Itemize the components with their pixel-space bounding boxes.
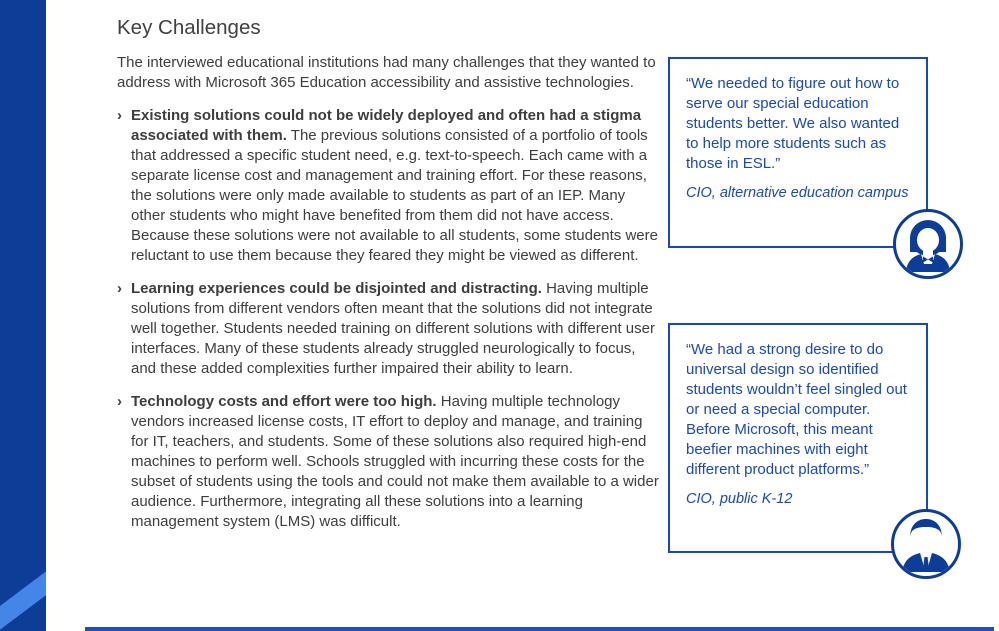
bullet-body: Having multiple solutions from different vendors often meant that the solutions did not integrate well together. Students needed training on different solutions with different user interfaces. Many of these students already struggled neurologically to focus, and these added complexities further impaired their ability to learn.	[131, 280, 655, 377]
bullet-text	[131, 392, 660, 532]
quote-text: “We had a strong desire to do universal design so identified students wouldn’t feel singled out or need a special computer. Before Microsoft, this meant beefier machines with eight different product platforms.”	[686, 341, 907, 478]
bullet-text	[131, 279, 660, 379]
quote-attribution: CIO, alternative education campus	[686, 185, 909, 201]
bullet-body: The previous solutions consisted of a portfolio of tools that addressed a specific student need, e.g. text-to-speech. Each came with a separate license cost and management and training effort. For these reasons, the solutions were only made available to students as part of an IEP. Many other students who might have benefited from them did not have access. Because these solutions were not available to all students, some students were reluctant to use them because they feared they might be viewed as different.	[131, 127, 658, 264]
bullet-lead: Learning experiences could be disjointed and distracting.	[131, 280, 542, 297]
bullet-text	[131, 106, 660, 266]
bullet-body: Having multiple technology vendors increased license costs, IT effort to deploy and manage, and training for IT, teachers, and students. Some of these solutions also required high-end machines to perform well. Schools struggled with incurring these costs for the subset of students using the tools and could not make them available to a wider audience. Furthermore, integrating all these solutions into a learning management system (LMS) was difficult.	[131, 393, 659, 530]
diagonal-stripe	[0, 539, 46, 631]
intro-paragraph: The interviewed educational institutions had many challenges that they wanted to address with Microsoft 365 Education accessibility and assistive technologies.	[117, 54, 656, 91]
bullet-marker-icon: ›	[117, 280, 122, 297]
bullet-lead: Existing solutions could not be widely deployed and often had a stigma associated with them.	[131, 107, 642, 144]
bullet-item-learning-experiences	[117, 279, 660, 379]
quote-text: “We needed to figure out how to serve our special education students better. We also wanted to help more students such as those in ESL.”	[686, 75, 900, 172]
main-content	[117, 16, 660, 545]
bullet-item-existing-solutions	[117, 106, 660, 266]
man-avatar-icon	[891, 509, 961, 579]
bottom-accent-bar	[85, 627, 994, 631]
bullet-marker-icon: ›	[117, 107, 122, 124]
woman-avatar-icon	[893, 209, 963, 279]
quote-attribution: CIO, public K-12	[686, 491, 793, 507]
quote-box-1	[668, 57, 928, 248]
bullet-marker-icon: ›	[117, 393, 122, 410]
bullet-lead: Technology costs and effort were too high.	[131, 393, 437, 410]
page-title: Key Challenges	[117, 16, 261, 39]
quote-box-2	[668, 323, 928, 553]
left-accent-bar	[0, 0, 46, 631]
bullet-item-technology-costs	[117, 392, 660, 532]
